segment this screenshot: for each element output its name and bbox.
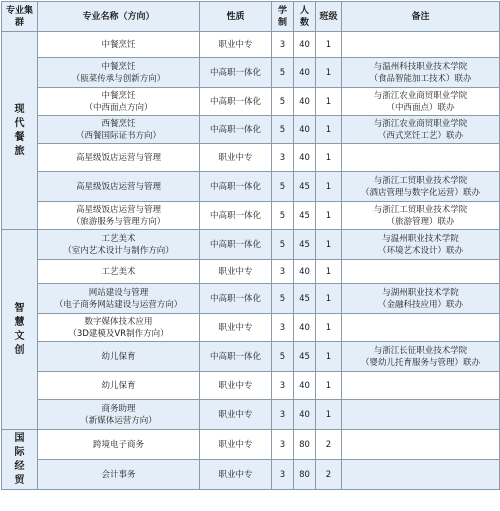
major-cell: 高星级饭店运营与管理 （旅游服务与管理方向） (38, 202, 200, 230)
note-cell: 与温州职业技术学院 （环境艺术设计）联办 (342, 230, 500, 260)
table-row (2, 372, 500, 400)
table-row (2, 32, 500, 58)
cluster-label: 国际经贸 (14, 432, 25, 486)
note-cell: 与浙江工贸职业技术学院 （酒店管理与数字化运营）联办 (342, 172, 500, 202)
table-row (2, 430, 500, 460)
classes-cell: 1 (316, 116, 342, 144)
table-row (2, 116, 500, 144)
note-cell (342, 460, 500, 490)
classes-cell: 1 (316, 260, 342, 284)
table-row (2, 144, 500, 172)
note-cell: 与浙江长征职业技术学院 （婴幼儿托育服务与管理）联办 (342, 342, 500, 372)
cluster-cell (2, 230, 38, 430)
major-cell: 数字媒体技术应用 （3D建模及VR制作方向） (38, 314, 200, 342)
table-row (2, 314, 500, 342)
count-cell: 40 (294, 372, 316, 400)
classes-cell: 1 (316, 314, 342, 342)
nature-cell: 中高职一体化 (200, 172, 272, 202)
major-cell: 高星级饭店运营与管理 (38, 172, 200, 202)
table-row (2, 202, 500, 230)
classes-cell: 1 (316, 230, 342, 260)
nature-cell: 中高职一体化 (200, 88, 272, 116)
classes-cell: 1 (316, 202, 342, 230)
years-cell: 3 (272, 260, 294, 284)
cluster-cell (2, 32, 38, 230)
years-cell: 3 (272, 430, 294, 460)
note-cell (342, 32, 500, 58)
count-cell: 45 (294, 342, 316, 372)
note-cell: 与浙江工贸职业技术学院 （旅游管理）联办 (342, 202, 500, 230)
classes-cell: 2 (316, 430, 342, 460)
cluster-label: 智慧文创 (14, 302, 25, 356)
major-cell: 会计事务 (38, 460, 200, 490)
years-cell: 3 (272, 314, 294, 342)
count-cell: 45 (294, 230, 316, 260)
count-cell: 40 (294, 260, 316, 284)
major-cell: 工艺美术 （室内艺术设计与制作方向） (38, 230, 200, 260)
major-cell: 商务助理 （新媒体运营方向） (38, 400, 200, 430)
count-cell: 45 (294, 172, 316, 202)
nature-cell: 职业中专 (200, 430, 272, 460)
classes-cell: 1 (316, 88, 342, 116)
count-cell: 40 (294, 314, 316, 342)
major-cell: 工艺美术 (38, 260, 200, 284)
count-cell: 80 (294, 460, 316, 490)
major-cell: 中餐烹饪 （中西面点方向） (38, 88, 200, 116)
classes-cell: 2 (316, 460, 342, 490)
classes-cell: 1 (316, 172, 342, 202)
cluster-label: 现代餐旅 (14, 103, 25, 157)
note-cell: 与浙江农业商贸职业学院 （中西面点）联办 (342, 88, 500, 116)
years-cell: 3 (272, 400, 294, 430)
classes-cell: 1 (316, 284, 342, 314)
nature-cell: 中高职一体化 (200, 284, 272, 314)
years-cell: 5 (272, 284, 294, 314)
years-cell: 3 (272, 144, 294, 172)
nature-cell: 中高职一体化 (200, 116, 272, 144)
count-cell: 45 (294, 202, 316, 230)
note-cell (342, 314, 500, 342)
note-cell (342, 372, 500, 400)
note-cell (342, 400, 500, 430)
classes-cell: 1 (316, 400, 342, 430)
count-cell: 40 (294, 32, 316, 58)
count-cell: 40 (294, 58, 316, 88)
years-cell: 5 (272, 172, 294, 202)
count-cell: 80 (294, 430, 316, 460)
major-cell: 跨境电子商务 (38, 430, 200, 460)
note-cell (342, 430, 500, 460)
count-cell: 40 (294, 116, 316, 144)
classes-cell: 1 (316, 58, 342, 88)
years-cell: 5 (272, 58, 294, 88)
note-cell: 与浙江农业商贸职业学院 （西式烹饪工艺）联办 (342, 116, 500, 144)
table-row (2, 342, 500, 372)
count-cell: 40 (294, 400, 316, 430)
nature-cell: 职业中专 (200, 314, 272, 342)
table-row (2, 400, 500, 430)
classes-cell: 1 (316, 372, 342, 400)
major-cell: 中餐烹饪 （瓯菜传承与创新方向） (38, 58, 200, 88)
years-cell: 5 (272, 230, 294, 260)
major-cell: 幼儿保育 (38, 372, 200, 400)
classes-cell: 1 (316, 32, 342, 58)
major-cell: 西餐烹饪 （西餐国际证书方向） (38, 116, 200, 144)
nature-cell: 中高职一体化 (200, 202, 272, 230)
cluster-cell (2, 430, 38, 490)
years-cell: 3 (272, 372, 294, 400)
years-cell: 3 (272, 460, 294, 490)
major-cell: 高星级饭店运营与管理 (38, 144, 200, 172)
header-cluster: 专业集群 (2, 2, 38, 32)
years-cell: 5 (272, 342, 294, 372)
years-cell: 5 (272, 88, 294, 116)
header-row (2, 2, 500, 32)
count-cell: 40 (294, 144, 316, 172)
nature-cell: 职业中专 (200, 32, 272, 58)
major-cell: 中餐烹饪 (38, 32, 200, 58)
table-row (2, 88, 500, 116)
years-cell: 5 (272, 202, 294, 230)
note-cell: 与湖州职业技术学院 （金融科技应用）联办 (342, 284, 500, 314)
table-row (2, 260, 500, 284)
major-cell: 幼儿保育 (38, 342, 200, 372)
table-row (2, 230, 500, 260)
table-row (2, 460, 500, 490)
header-nature: 性质 (200, 2, 272, 32)
header-note: 备注 (342, 2, 500, 32)
header-count: 人数 (294, 2, 316, 32)
count-cell: 40 (294, 88, 316, 116)
nature-cell: 职业中专 (200, 260, 272, 284)
nature-cell: 职业中专 (200, 144, 272, 172)
nature-cell: 中高职一体化 (200, 230, 272, 260)
nature-cell: 职业中专 (200, 460, 272, 490)
nature-cell: 职业中专 (200, 372, 272, 400)
table-row (2, 284, 500, 314)
classes-cell: 1 (316, 144, 342, 172)
header-classes: 班级 (316, 2, 342, 32)
note-cell (342, 144, 500, 172)
table-row (2, 58, 500, 88)
nature-cell: 职业中专 (200, 400, 272, 430)
header-major: 专业名称（方向） (38, 2, 200, 32)
major-cell: 网站建设与管理 （电子商务网站建设与运营方向） (38, 284, 200, 314)
header-years: 学制 (272, 2, 294, 32)
classes-cell: 1 (316, 342, 342, 372)
enrollment-table (1, 1, 500, 490)
nature-cell: 中高职一体化 (200, 58, 272, 88)
years-cell: 5 (272, 116, 294, 144)
nature-cell: 中高职一体化 (200, 342, 272, 372)
count-cell: 45 (294, 284, 316, 314)
note-cell (342, 260, 500, 284)
table-row (2, 172, 500, 202)
note-cell: 与温州科技职业技术学院 （食品智能加工技术）联办 (342, 58, 500, 88)
years-cell: 3 (272, 32, 294, 58)
